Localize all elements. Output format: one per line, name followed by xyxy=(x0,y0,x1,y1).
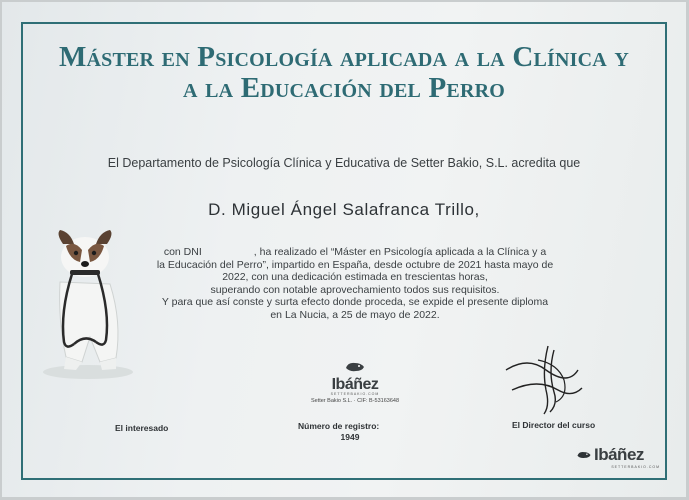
body-line-1: , ha realizado el “Máster en Psicología aplicada a la Clínica y a xyxy=(253,246,547,258)
dog-head-logo-icon xyxy=(576,450,592,460)
certificate-title xyxy=(30,42,658,104)
dni-prefix: con DNI xyxy=(163,246,202,258)
director-label: El Director del curso xyxy=(512,420,596,430)
intro-text: El Departamento de Psicología Clínica y Educativa de Setter Bakio, S.L. acredita que xyxy=(107,156,581,170)
dog-head-logo-icon xyxy=(344,361,366,373)
corner-logo-sub: SETTERBAKIO.COM xyxy=(611,465,660,469)
registry-number: 1949 xyxy=(340,432,360,442)
body-line-4: superando con notable aprovechamiento todos sus requisitos. xyxy=(210,283,500,296)
title-line-2: a la Educación del Perro xyxy=(183,72,505,104)
body-line-2: la Educación del Perro”, impartido en España, desde octubre de 2021 hasta mayo de xyxy=(156,258,554,271)
title-line-1: Máster en Psicología aplicada a la Clínica y xyxy=(58,41,630,73)
student-label: El interesado xyxy=(115,423,169,433)
logo-brand: Ibáñez xyxy=(331,376,379,393)
setter-bakio-logo xyxy=(300,360,410,404)
recipient-name: D. Miguel Ángel Salafranca Trillo, xyxy=(208,200,480,219)
body-line-6: en La Nucia, a 25 de mayo de 2022. xyxy=(270,308,440,321)
corner-logo xyxy=(576,445,668,469)
certificate-body xyxy=(125,246,585,322)
signature-mark xyxy=(498,340,588,420)
body-line-5: Y para que así conste y surta efecto donde proceda, se expide el presente diploma xyxy=(161,296,549,309)
company-info: Setter Bakio S.L. · CIF: B-53163648 xyxy=(310,398,400,404)
corner-logo-brand: Ibáñez xyxy=(594,445,644,464)
registry-label: Número de registro: xyxy=(298,421,380,431)
body-line-3: 2022, con una dedicación estimada en trescientas horas, xyxy=(222,271,488,284)
logo-brand-sub: SETTERBAKIO.COM xyxy=(330,392,380,396)
dog-illustration xyxy=(30,222,140,382)
